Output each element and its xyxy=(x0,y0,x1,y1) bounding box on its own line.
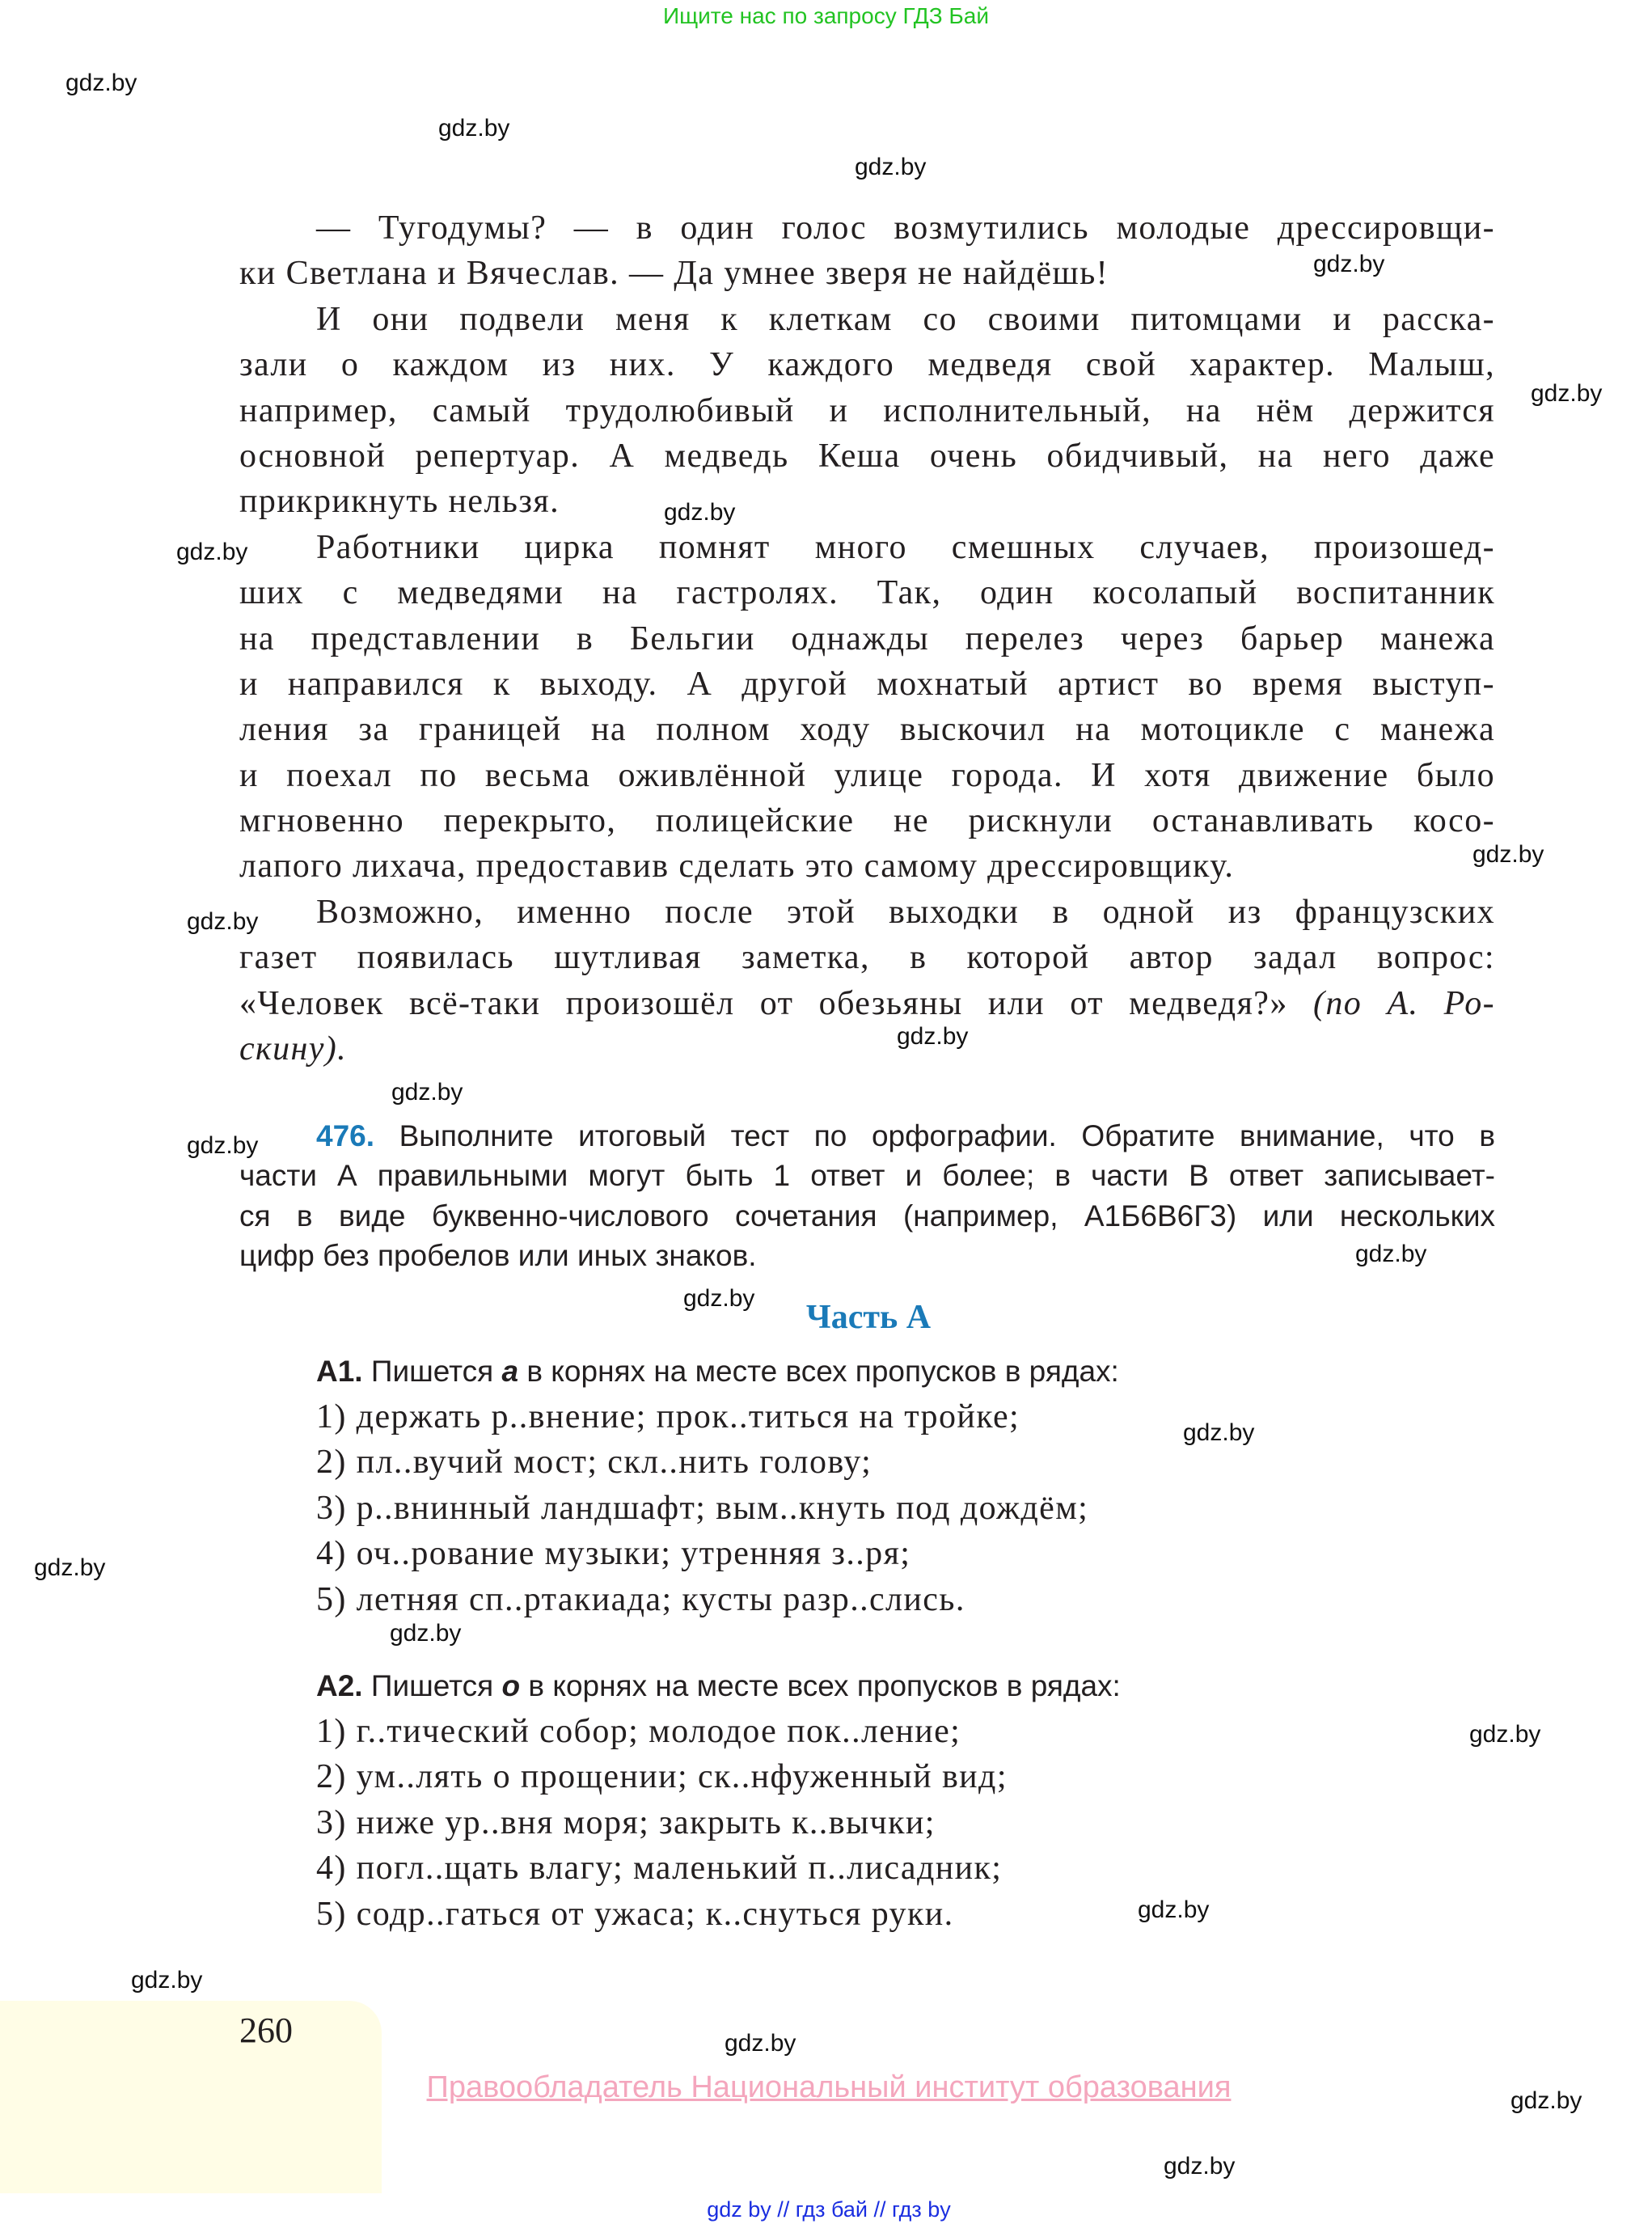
text-line: цифр без пробелов или иных знаков. xyxy=(239,1238,757,1272)
watermark: gdz.by xyxy=(725,2030,796,2057)
watermark: gdz.by xyxy=(34,1554,106,1581)
answer-option: 4) погл..щать влагу; маленький п..лисадник; xyxy=(316,1850,1003,1888)
watermark: gdz.by xyxy=(1469,1721,1541,1748)
watermark: gdz.by xyxy=(855,154,927,180)
text-line: ки Светлана и Вячеслав. — Да умнее зверя не найдёшь! xyxy=(239,255,1109,293)
watermark: gdz.by xyxy=(438,115,510,142)
question-letter: а xyxy=(501,1355,519,1388)
text-line: И они подвели меня к клеткам со своими питомцами и расска- xyxy=(316,300,1495,338)
watermark: gdz.by xyxy=(1313,251,1385,277)
text-line xyxy=(239,981,1495,1026)
text-line: части А правильными могут быть 1 ответ и более; в части В ответ записывает- xyxy=(239,1159,1495,1193)
text-line: ших с медведями на гастролях. Так, один косолапый воспитанник xyxy=(239,574,1495,612)
question-text: Пишется xyxy=(370,1669,494,1702)
answer-option: 1) г..тический собор; молодое пок..ление; xyxy=(316,1713,961,1750)
watermark: gdz.by xyxy=(1183,1419,1255,1446)
watermark: gdz.by xyxy=(683,1285,755,1312)
text-line: например, самый трудолюбивый и исполнительный, на нём держится xyxy=(239,391,1495,429)
text-line: ся в виде буквенно-числового сочетания (например, А1Б6В6Г3) или нескольких xyxy=(239,1199,1495,1233)
text-line: ления за границей на полном ходу выскочил на мотоцикле с манежа xyxy=(239,711,1495,749)
text-line: — Тугодумы? — в один голос возмутились молодые дрессировщи- xyxy=(316,209,1495,247)
text-line xyxy=(239,1116,1495,1156)
answer-option: 5) летняя сп..ртакиада; кусты разр..слись. xyxy=(316,1580,965,1618)
question-heading xyxy=(316,1349,1119,1394)
watermark: gdz.by xyxy=(1472,841,1544,868)
question-text: Пишется xyxy=(370,1355,494,1388)
question-letter: о xyxy=(501,1669,521,1702)
story-text xyxy=(239,205,1495,1072)
quote: «Человек всё-таки произошёл от обезьяны или от медведя?» xyxy=(239,984,1288,1022)
text-line: газет появилась шутливая заметка, в которой автор задал вопрос: xyxy=(239,939,1495,977)
part-title: Часть А xyxy=(805,1299,932,1336)
answer-option: 3) р..внинный ландшафт; вым..кнуть под дождём; xyxy=(316,1489,1089,1527)
source-citation: (по А. Ро- xyxy=(1313,984,1495,1022)
watermark: gdz.by xyxy=(664,499,736,526)
footer-links[interactable]: gdz by // гдз бай // гдз by xyxy=(707,2197,951,2222)
watermark: gdz.by xyxy=(187,908,259,935)
watermark: gdz.by xyxy=(65,70,137,96)
exercise-number: 476. xyxy=(316,1119,375,1152)
question-a2 xyxy=(316,1664,1121,1937)
watermark: gdz.by xyxy=(176,539,248,565)
text-line: прикрикнуть нельзя. xyxy=(239,483,560,521)
text-line: на представлении в Бельгии однажды перелез через барьер манежа xyxy=(239,619,1495,657)
watermark: gdz.by xyxy=(897,1023,969,1050)
text-line: Возможно, именно после этой выходки в одной из французских xyxy=(316,893,1495,931)
text-line: мгновенно перекрыто, полицейские не рискнули останавливать косо- xyxy=(239,802,1495,840)
watermark: gdz.by xyxy=(1355,1241,1427,1267)
answer-option: 5) содр..гаться от ужаса; к..снуться руки. xyxy=(316,1895,954,1933)
watermark: gdz.by xyxy=(1138,1896,1210,1923)
text-line: зали о каждом из них. У каждого медведя свой характер. Малыш, xyxy=(239,346,1495,384)
text-line: Работники цирка помнят много смешных случаев, произошед- xyxy=(316,528,1495,566)
page-number: 260 xyxy=(239,2010,293,2050)
question-a1 xyxy=(316,1349,1119,1622)
question-label: А2. xyxy=(316,1669,363,1702)
watermark: gdz.by xyxy=(390,1620,462,1647)
watermark: gdz.by xyxy=(187,1132,259,1159)
copyright-link[interactable]: Правообладатель Национальный институт образования xyxy=(426,2070,1232,2104)
question-label: А1. xyxy=(316,1355,363,1388)
text-line: основной репертуар. А медведь Кеша очень обидчивый, на него даже xyxy=(239,437,1495,475)
answer-option: 1) держать р..внение; прок..титься на тройке; xyxy=(316,1398,1020,1435)
text-line: лапого лихача, предоставив сделать это самому дрессировщику. xyxy=(239,848,1235,886)
watermark: gdz.by xyxy=(1164,2153,1236,2180)
question-text: в корнях на месте всех пропусков в рядах: xyxy=(528,1669,1121,1702)
answer-option: 3) ниже ур..вня моря; закрыть к..вычки; xyxy=(316,1803,936,1841)
answer-option: 2) пл..вучий мост; скл..нить голову; xyxy=(316,1444,872,1482)
search-hint: Ищите нас по запросу ГДЗ Бай xyxy=(662,3,990,28)
exercise-text: Выполните итоговый тест по орфографии. Обратите внимание, что в xyxy=(399,1119,1495,1152)
watermark: gdz.by xyxy=(1531,380,1603,407)
question-text: в корнях на месте всех пропусков в рядах: xyxy=(526,1355,1119,1388)
text-line: и направился к выходу. А другой мохнатый артист во время выступ- xyxy=(239,665,1495,703)
answer-option: 4) оч..рование музыки; утренняя з..ря; xyxy=(316,1535,911,1573)
question-heading xyxy=(316,1664,1121,1709)
watermark: gdz.by xyxy=(131,1967,203,1994)
text-line: и поехал по весьма оживлённой улице города. И хотя движение было xyxy=(239,756,1495,794)
answer-option: 2) ум..лять о прощении; ск..нфуженный вид; xyxy=(316,1758,1008,1796)
source-citation-end: скину). xyxy=(239,1030,348,1068)
exercise-476 xyxy=(239,1116,1495,1275)
watermark: gdz.by xyxy=(1510,2087,1582,2114)
watermark: gdz.by xyxy=(391,1079,463,1106)
